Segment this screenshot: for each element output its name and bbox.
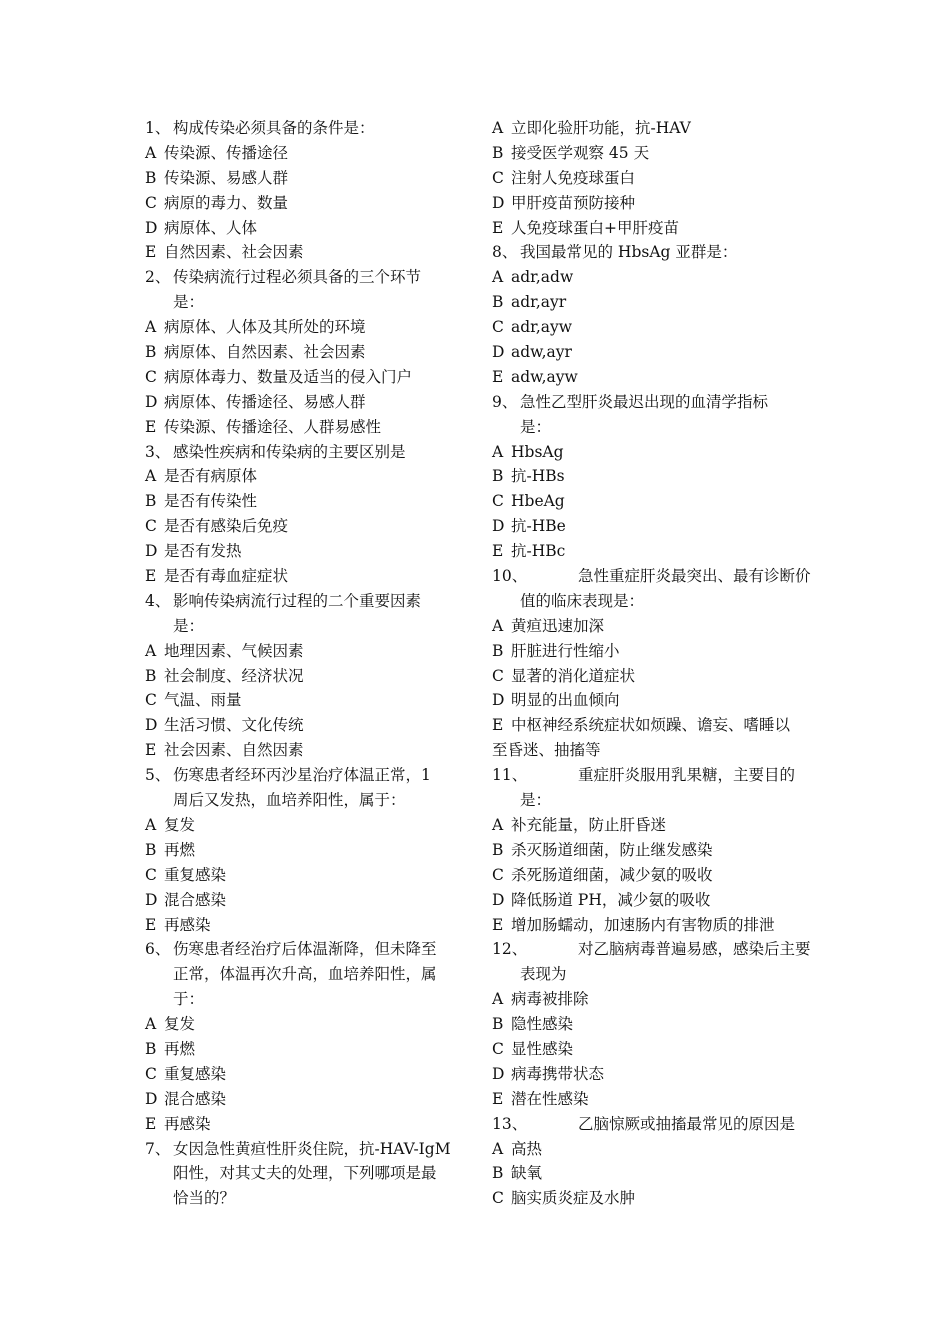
option-letter: D xyxy=(145,716,158,735)
right-column xyxy=(492,116,810,1211)
answer-option xyxy=(145,913,463,938)
answer-option xyxy=(492,489,810,514)
option-letter: C xyxy=(492,865,504,884)
question-text: 乙脑惊厥或抽搐最常见的原因是 xyxy=(578,1114,796,1133)
option-text: HbsAg xyxy=(511,442,564,461)
option-text: 是否有感染后免疫 xyxy=(164,517,289,536)
option-text: adr,ayr xyxy=(511,293,567,312)
answer-option xyxy=(492,1012,810,1037)
question-text: 构成传染必须具备的条件是： xyxy=(173,119,375,137)
question-line xyxy=(492,1112,810,1137)
answer-option xyxy=(145,688,463,713)
option-letter: E xyxy=(145,741,157,760)
option-text: 缺氧 xyxy=(511,1164,543,1183)
answer-option xyxy=(145,216,463,241)
option-letter: B xyxy=(492,293,504,312)
option-letter: A xyxy=(145,1015,157,1034)
answer-option xyxy=(145,1087,463,1112)
option-text: 人免疫球蛋白+甲肝疫苗 xyxy=(511,218,679,237)
question-text: 影响传染病流行过程的二个重要因素 xyxy=(173,591,422,610)
answer-option xyxy=(492,1161,810,1186)
option-letter: C xyxy=(145,865,157,884)
answer-option xyxy=(492,315,810,340)
option-letter: B xyxy=(145,840,157,859)
option-letter: E xyxy=(492,915,504,934)
answer-option xyxy=(145,141,463,166)
option-letter: E xyxy=(145,567,157,586)
question-line xyxy=(145,763,463,788)
option-text: 地理因素、气候因素 xyxy=(164,641,304,660)
option-text: 病原体毒力、数量及适当的侵入门户 xyxy=(164,367,413,386)
answer-option xyxy=(492,639,810,664)
question-line xyxy=(492,763,810,788)
answer-option xyxy=(145,863,463,888)
option-letter: A xyxy=(145,143,157,162)
answer-option xyxy=(492,464,810,489)
option-text: 病毒被排除 xyxy=(511,990,589,1009)
option-letter: A xyxy=(145,815,157,834)
question-continuation xyxy=(145,987,463,1012)
option-text: 病原体、自然因素、社会因素 xyxy=(164,343,366,362)
option-letter: C xyxy=(492,168,504,187)
option-letter: D xyxy=(492,1064,505,1083)
option-text: adw,ayr xyxy=(511,343,572,362)
option-letter: E xyxy=(492,367,504,386)
option-text: 自然因素、社会因素 xyxy=(164,243,304,262)
option-letter: A xyxy=(492,119,504,137)
option-letter: C xyxy=(145,691,157,710)
answer-option xyxy=(145,489,463,514)
answer-option xyxy=(492,265,810,290)
option-letter: D xyxy=(492,691,505,710)
answer-option xyxy=(492,863,810,888)
answer-option xyxy=(492,1037,810,1062)
answer-option xyxy=(145,415,463,440)
option-letter: C xyxy=(492,1189,504,1208)
question-text: 女因急性黄疸性肝炎住院，抗-HAV-IgM xyxy=(173,1139,451,1158)
option-text: 抗-HBe xyxy=(511,517,566,536)
question-line xyxy=(145,265,463,290)
answer-option xyxy=(145,240,463,265)
option-letter: B xyxy=(492,641,504,660)
answer-option xyxy=(492,290,810,315)
question-line xyxy=(145,116,463,141)
option-letter: D xyxy=(145,1089,158,1108)
option-text: 传染源、传播途径 xyxy=(164,143,289,162)
option-text: 病原体、传播途径、易感人群 xyxy=(164,392,366,411)
answer-option xyxy=(145,664,463,689)
question-number: 5、 xyxy=(145,766,171,785)
question-line xyxy=(145,937,463,962)
option-text: 是否有发热 xyxy=(164,542,242,561)
question-text: 传染病流行过程必须具备的三个环节 xyxy=(173,268,422,287)
answer-option xyxy=(492,913,810,938)
option-text: 再感染 xyxy=(164,1114,211,1133)
question-continuation xyxy=(492,589,810,614)
answer-option xyxy=(492,1186,810,1211)
option-text: 是否有传染性 xyxy=(164,492,258,511)
question-number: 9、 xyxy=(492,392,518,411)
line-text: 是： xyxy=(520,791,552,810)
option-letter: E xyxy=(145,243,157,262)
option-text: 肝脏进行性缩小 xyxy=(511,641,620,660)
option-letter: C xyxy=(492,1039,504,1058)
option-text: HbeAg xyxy=(511,492,565,511)
option-letter: D xyxy=(492,343,505,362)
answer-option xyxy=(492,713,810,738)
answer-option xyxy=(492,365,810,390)
option-letter: D xyxy=(492,890,505,909)
option-text: 病原体、人体及其所处的环境 xyxy=(164,318,366,337)
option-letter: D xyxy=(492,517,505,536)
answer-option xyxy=(492,838,810,863)
option-letter: B xyxy=(492,840,504,859)
question-continuation xyxy=(492,962,810,987)
option-letter: A xyxy=(492,616,504,635)
option-text: 显性感染 xyxy=(511,1039,574,1058)
question-continuation xyxy=(145,1161,463,1186)
option-text: 降低肠道 PH，减少氨的吸收 xyxy=(511,890,711,909)
option-text: adr,ayw xyxy=(511,318,573,337)
option-letter: A xyxy=(492,268,504,287)
answer-option xyxy=(145,1112,463,1137)
option-text: 补充能量，防止肝昏迷 xyxy=(511,815,667,834)
question-continuation xyxy=(145,962,463,987)
question-line xyxy=(492,390,810,415)
answer-option xyxy=(145,888,463,913)
option-text: 重复感染 xyxy=(164,865,227,884)
option-text: 脑实质炎症及水肿 xyxy=(511,1189,636,1208)
answer-option xyxy=(492,191,810,216)
option-text: 混合感染 xyxy=(164,1089,227,1108)
question-text: 伤寒患者经环丙沙星治疗体温正常，1 xyxy=(173,766,431,785)
question-text: 对乙脑病毒普遍易感，感染后主要 xyxy=(578,940,811,959)
question-line xyxy=(492,240,810,265)
option-text: 明显的出血倾向 xyxy=(511,691,620,710)
option-letter: E xyxy=(145,915,157,934)
answer-option xyxy=(145,539,463,564)
answer-option xyxy=(492,614,810,639)
answer-option xyxy=(492,1087,810,1112)
option-letter: C xyxy=(492,666,504,685)
option-text: 社会制度、经济状况 xyxy=(164,666,304,685)
option-text: 接受医学观察 45 天 xyxy=(511,143,650,162)
option-text: 中枢神经系统症状如烦躁、谵妄、嗜睡以 xyxy=(511,716,791,735)
option-letter: B xyxy=(145,1039,157,1058)
answer-option xyxy=(492,987,810,1012)
question-continuation xyxy=(145,290,463,315)
answer-option xyxy=(145,639,463,664)
answer-option xyxy=(145,390,463,415)
option-text: 社会因素、自然因素 xyxy=(164,741,304,760)
question-continuation xyxy=(492,415,810,440)
question-continuation xyxy=(145,788,463,813)
option-letter: C xyxy=(492,318,504,337)
option-letter: D xyxy=(145,542,158,561)
option-letter: A xyxy=(145,318,157,337)
question-number: 7、 xyxy=(145,1139,171,1158)
option-letter: A xyxy=(492,990,504,1009)
question-number: 13、 xyxy=(492,1114,528,1133)
option-text: adw,ayw xyxy=(511,367,578,386)
option-letter: D xyxy=(145,890,158,909)
option-text: 病原体、人体 xyxy=(164,218,258,237)
answer-option xyxy=(492,340,810,365)
answer-option xyxy=(492,216,810,241)
answer-option xyxy=(492,1137,810,1162)
line-text: 阳性，对其丈夫的处理，下列哪项是最 xyxy=(173,1164,437,1183)
option-letter: A xyxy=(492,1139,504,1158)
option-letter: C xyxy=(145,1064,157,1083)
line-text: 周后又发热，血培养阳性，属于： xyxy=(173,791,406,810)
option-text: 高热 xyxy=(511,1139,543,1158)
option-text: 传染源、易感人群 xyxy=(164,168,289,187)
option-letter: B xyxy=(145,343,157,362)
answer-option xyxy=(492,116,810,141)
option-text: 重复感染 xyxy=(164,1064,227,1083)
option-text: 隐性感染 xyxy=(511,1015,574,1034)
option-letter: A xyxy=(492,442,504,461)
question-text: 急性重症肝炎最突出、最有诊断价 xyxy=(578,567,811,586)
option-letter: C xyxy=(492,492,504,511)
line-text: 至昏迷、抽搐等 xyxy=(492,741,601,760)
option-letter: D xyxy=(145,218,158,237)
answer-option xyxy=(145,1037,463,1062)
answer-option xyxy=(492,539,810,564)
answer-option xyxy=(492,688,810,713)
option-letter: E xyxy=(145,417,157,436)
answer-option xyxy=(145,713,463,738)
line-text: 值的临床表现是： xyxy=(520,591,645,610)
option-letter: B xyxy=(492,467,504,486)
option-text: 潜在性感染 xyxy=(511,1089,589,1108)
option-text: 抗-HBc xyxy=(511,542,566,561)
option-continuation xyxy=(492,738,810,763)
option-letter: B xyxy=(492,143,504,162)
question-text: 急性乙型肝炎最迟出现的血清学指标 xyxy=(520,392,769,411)
option-text: 混合感染 xyxy=(164,890,227,909)
answer-option xyxy=(492,1062,810,1087)
option-text: 气温、雨量 xyxy=(164,691,242,710)
line-text: 是： xyxy=(173,293,205,312)
option-letter: E xyxy=(492,716,504,735)
option-letter: D xyxy=(492,193,505,212)
answer-option xyxy=(492,440,810,465)
question-number: 1、 xyxy=(145,119,171,137)
answer-option xyxy=(492,664,810,689)
question-number: 11、 xyxy=(492,766,528,785)
option-letter: B xyxy=(145,492,157,511)
option-text: 注射人免疫球蛋白 xyxy=(511,168,636,187)
option-letter: C xyxy=(145,517,157,536)
option-text: 再燃 xyxy=(164,1039,196,1058)
answer-option xyxy=(145,365,463,390)
option-text: 杀死肠道细菌，减少氨的吸收 xyxy=(511,865,713,884)
option-letter: E xyxy=(145,1114,157,1133)
option-text: 复发 xyxy=(164,815,196,834)
question-number: 10、 xyxy=(492,567,528,586)
left-column xyxy=(145,116,463,1211)
answer-option xyxy=(492,813,810,838)
option-letter: E xyxy=(492,1089,504,1108)
question-number: 8、 xyxy=(492,243,518,262)
option-text: 生活习惯、文化传统 xyxy=(164,716,304,735)
option-letter: D xyxy=(145,392,158,411)
option-letter: E xyxy=(492,218,504,237)
question-continuation xyxy=(492,788,810,813)
option-text: 增加肠蠕动，加速肠内有害物质的排泄 xyxy=(511,915,775,934)
option-text: 传染源、传播途径、人群易感性 xyxy=(164,417,382,436)
question-text: 感染性疾病和传染病的主要区别是 xyxy=(173,442,406,461)
option-text: 立即化验肝功能，抗-HAV xyxy=(511,119,691,137)
line-text: 是： xyxy=(173,616,205,635)
option-letter: C xyxy=(145,367,157,386)
option-text: 杀灭肠道细菌，防止继发感染 xyxy=(511,840,713,859)
question-continuation xyxy=(145,614,463,639)
answer-option xyxy=(145,564,463,589)
question-line xyxy=(492,564,810,589)
answer-option xyxy=(145,315,463,340)
answer-option xyxy=(492,514,810,539)
option-text: 是否有病原体 xyxy=(164,467,258,486)
answer-option xyxy=(492,166,810,191)
option-letter: A xyxy=(145,641,157,660)
answer-option xyxy=(492,888,810,913)
option-letter: A xyxy=(145,467,157,486)
question-number: 12、 xyxy=(492,940,528,959)
answer-option xyxy=(145,738,463,763)
answer-option xyxy=(145,813,463,838)
answer-option xyxy=(492,141,810,166)
question-line xyxy=(145,440,463,465)
question-line xyxy=(145,589,463,614)
option-letter: E xyxy=(492,542,504,561)
option-letter: B xyxy=(492,1015,504,1034)
option-letter: B xyxy=(492,1164,504,1183)
line-text: 正常，体温再次升高，血培养阳性，属 xyxy=(173,965,437,984)
question-number: 6、 xyxy=(145,940,171,959)
question-continuation xyxy=(145,1186,463,1211)
option-text: 是否有毒血症症状 xyxy=(164,567,289,586)
question-number: 4、 xyxy=(145,591,171,610)
option-text: adr,adw xyxy=(511,268,574,287)
line-text: 恰当的？ xyxy=(173,1189,236,1208)
answer-option xyxy=(145,464,463,489)
question-line xyxy=(492,937,810,962)
option-letter: C xyxy=(145,193,157,212)
option-text: 再燃 xyxy=(164,840,196,859)
question-line xyxy=(145,1137,463,1162)
line-text: 于： xyxy=(173,990,205,1009)
line-text: 是： xyxy=(520,417,552,436)
answer-option xyxy=(145,191,463,216)
option-text: 甲肝疫苗预防接种 xyxy=(511,193,636,212)
answer-option xyxy=(145,514,463,539)
question-text: 伤寒患者经治疗后体温渐降，但未降至 xyxy=(173,940,437,959)
option-letter: A xyxy=(492,815,504,834)
option-text: 抗-HBs xyxy=(511,467,565,486)
option-letter: B xyxy=(145,666,157,685)
question-text: 我国最常见的 HbsAg 亚群是： xyxy=(520,243,738,262)
line-text: 表现为 xyxy=(520,965,567,984)
question-number: 3、 xyxy=(145,442,171,461)
option-text: 病原的毒力、数量 xyxy=(164,193,289,212)
option-text: 再感染 xyxy=(164,915,211,934)
answer-option xyxy=(145,838,463,863)
option-letter: B xyxy=(145,168,157,187)
answer-option xyxy=(145,340,463,365)
option-text: 病毒携带状态 xyxy=(511,1064,605,1083)
question-number: 2、 xyxy=(145,268,171,287)
option-text: 复发 xyxy=(164,1015,196,1034)
answer-option xyxy=(145,1012,463,1037)
question-text: 重症肝炎服用乳果糖，主要目的 xyxy=(578,766,796,785)
answer-option xyxy=(145,166,463,191)
answer-option xyxy=(145,1062,463,1087)
option-text: 黄疸迅速加深 xyxy=(511,616,605,635)
option-text: 显著的消化道症状 xyxy=(511,666,636,685)
